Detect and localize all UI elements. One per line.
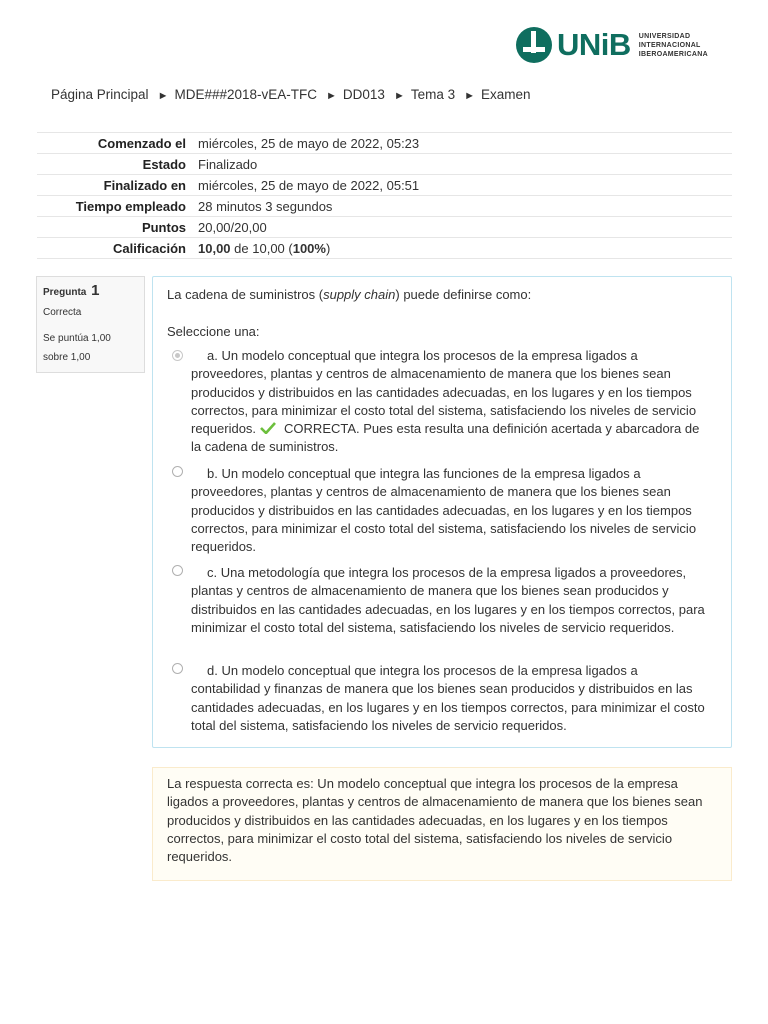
summary-row <box>37 196 732 217</box>
question-number <box>43 282 138 299</box>
question-text-after: ) puede definirse como: <box>395 287 532 302</box>
answer-label[interactable] <box>191 465 706 556</box>
summary-label: Estado <box>142 156 186 172</box>
logo-wordmark: UNiB <box>557 27 631 62</box>
summary-value: miércoles, 25 de mayo de 2022, 05:51 <box>198 177 420 193</box>
grade-value <box>193 238 732 259</box>
answer-label[interactable] <box>191 662 706 735</box>
grade-end: ) <box>325 240 331 256</box>
breadcrumb-section[interactable]: DD013 <box>342 87 385 102</box>
summary-row <box>37 175 732 196</box>
answer-radio[interactable] <box>172 663 183 674</box>
question-text-italic: supply chain <box>323 287 396 302</box>
logo-sub-line: IBEROAMERICANA <box>638 50 708 58</box>
answer-text: b. Un modelo conceptual que integra las funciones de la empresa ligados a proveedores, plantas y centros de almacenamiento de manera que los bienes sean producidos y distribuidos en las cantidades adecuadas, en los lugares y en los tiempos correctos, para minimizar el costo total del sistema, satisfaciendo los niveles de servicio requeridos. <box>191 466 697 555</box>
question-content <box>152 276 732 748</box>
grade-percent: 100% <box>292 240 326 256</box>
answer-feedback: CORRECTA. Pues esta resulta una definición acertada y abarcadora de la cadena de suministros. <box>191 421 700 455</box>
question-num: 1 <box>91 282 100 299</box>
grade-middle: de 10,00 ( <box>234 240 293 256</box>
summary-label: Puntos <box>141 219 186 235</box>
answer-text: a. Un modelo conceptual que integra los procesos de la empresa ligados a proveedores, plantas y centros de almacenamiento de manera que los bienes sean producidos y distribuidos en las cantidades adecuadas, en los lugares y en los tiempos correctos, para minimizar el costo total del sistema, satisfaciendo los niveles de servicio requeridos. <box>191 348 697 437</box>
answer-text: d. Un modelo conceptual que integra los procesos de la empresa ligados a contabilidad y finanzas de manera que los bienes sean producidos y distribuidos en las cantidades adecuadas, en los lugares y en los tiempos correctos, para minimizar el costo total del sistema, satisfaciendo los niveles de servicio requeridos. <box>191 663 705 733</box>
grade-label: Calificación <box>113 240 186 256</box>
question-label: Pregunta <box>43 287 87 298</box>
question-grade-line: Se puntúa 1,00 <box>43 333 111 344</box>
grade-score: 10,00 <box>198 240 231 256</box>
answer-label[interactable] <box>191 347 706 457</box>
question-text <box>167 287 531 302</box>
answer-prompt: Seleccione una: <box>167 324 260 339</box>
breadcrumb-separator-icon: ► <box>393 90 405 102</box>
summary-label: Finalizado en <box>103 177 186 193</box>
answer-radio[interactable] <box>172 350 183 361</box>
check-icon <box>260 422 276 434</box>
summary-row-grade <box>37 238 732 259</box>
question-state: Correcta <box>43 307 82 318</box>
summary-row <box>37 217 732 238</box>
answer-radio[interactable] <box>172 466 183 477</box>
answer-label[interactable] <box>191 564 706 637</box>
unib-logo-icon <box>515 26 553 64</box>
summary-value: miércoles, 25 de mayo de 2022, 05:23 <box>198 135 420 151</box>
breadcrumb <box>51 87 531 102</box>
logo-subtitle <box>639 32 708 59</box>
logo-sub-line: UNIVERSIDAD <box>638 32 691 40</box>
breadcrumb-separator-icon: ► <box>464 90 475 102</box>
answer-text: c. Una metodología que integra los procesos de la empresa ligados a proveedores, plantas y centros de almacenamiento de manera que los bienes sean producidos y distribuidos en las cantidades adecuadas, en los lugares y en los tiempos correctos, para minimizar el costo total del sistema, satisfaciendo los niveles de servicio requeridos. <box>191 565 705 635</box>
unib-logo[interactable] <box>515 26 708 64</box>
summary-row <box>37 154 732 175</box>
breadcrumb-course[interactable]: MDE###2018-vEA-TFC <box>174 87 318 102</box>
breadcrumb-separator-icon: ► <box>326 90 337 102</box>
breadcrumb-separator-icon: ► <box>157 90 169 102</box>
right-answer-box: La respuesta correcta es: Un modelo conceptual que integra los procesos de la empresa ligados a proveedores, plantas y centros de almacenamiento de manera que los bienes sean producidos y distribuidos en las cantidades adecuadas, en los lugares y en los tiempos correctos, para minimizar el costo total del sistema, satisfaciendo los niveles de servicio requeridos. <box>152 767 732 881</box>
answer-radio[interactable] <box>172 565 183 576</box>
breadcrumb-topic[interactable]: Tema 3 <box>410 87 456 102</box>
attempt-summary-table <box>37 132 732 259</box>
question-grade-line: sobre 1,00 <box>43 352 91 363</box>
logo-sub-line: INTERNACIONAL <box>638 41 701 49</box>
summary-label: Tiempo empleado <box>75 198 186 214</box>
question-text-before: La cadena de suministros ( <box>167 287 324 302</box>
breadcrumb-exam[interactable]: Examen <box>481 87 531 102</box>
summary-value: Finalizado <box>198 156 258 172</box>
question-grade <box>43 329 138 367</box>
summary-label: Comenzado el <box>97 135 186 151</box>
summary-value: 20,00/20,00 <box>198 219 267 235</box>
question-info <box>36 276 145 373</box>
summary-row <box>37 133 732 154</box>
breadcrumb-home[interactable]: Página Principal <box>51 87 149 102</box>
summary-value: 28 minutos 3 segundos <box>198 198 333 214</box>
